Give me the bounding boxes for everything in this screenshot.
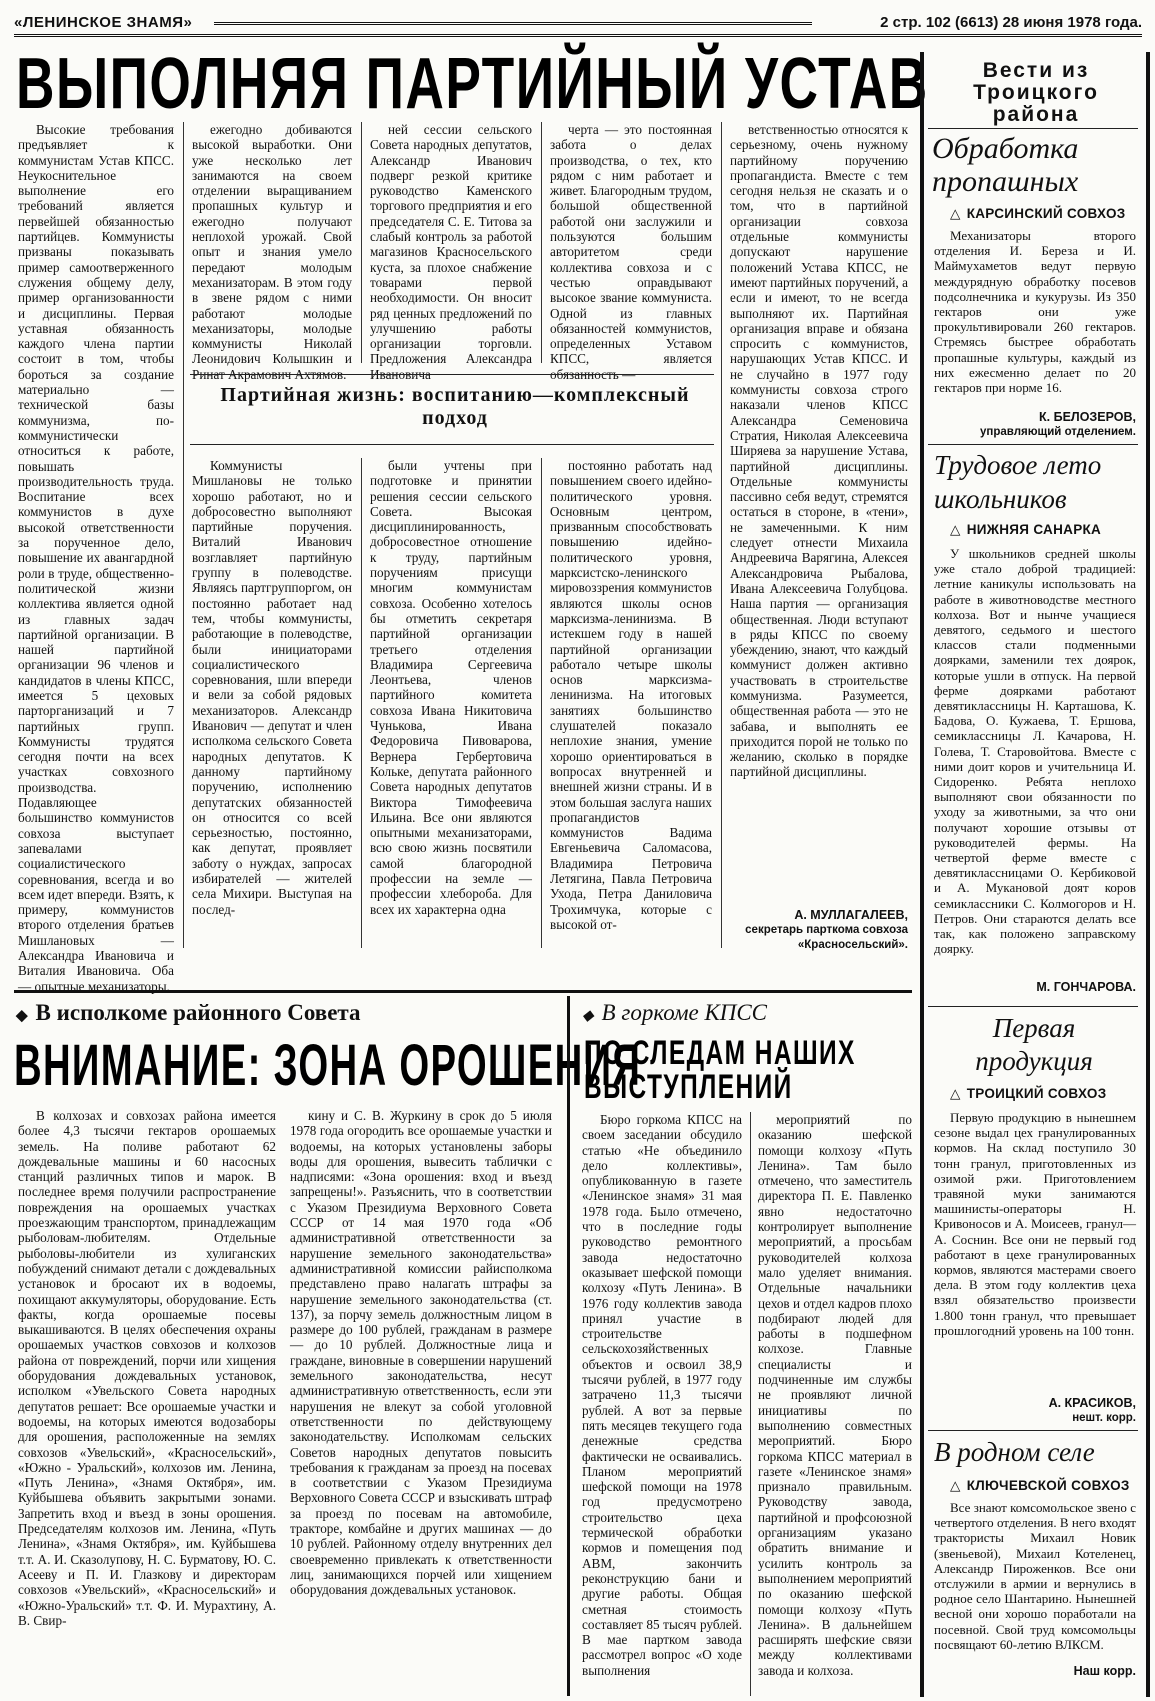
zone-title: ВНИМАНИЕ: ЗОНА ОРОШЕНИЯ (14, 1033, 642, 1098)
item-text: У школьников средней школы уже стало доброй традицией: летние каникулы использовать на работе в животноводстве местного колхоза. Вот и нынче учащиеся девятого, седьмого и шестого классов стали подменными доярками, заменили тех доярок, которые ушли в отпуск. На первой ферме доярками работают девятиклассницы Н. Карташова, К. Бадова, О. Кужаева, Т. Ершова, семиклассницы Л. Качарова, Н. Голева, Т. Старовойтова. Вместе с ними доит коров и учительница И. Сидоренко. Ребята неплохо выполняют свои обязанности по уходу за животными, за что они получают хорошие отзывы от руководителей фермы. На четвертой ферме вместе с девятиклассницами О. Кербиковой и А. Мукановой доят коров семиклассники С. Колмогоров и Н. Петров. Они стараются делать все так, как положено заправскому доярку. (934, 546, 1136, 957)
column-text: мероприятий по оказанию шефской помощи колхозу «Путь Ленина». Там было отмечено, что заместитель директора П. Е. Павленко явно недостаточно контролирует выполнение мероприятий, а просьбам руководителей колхоза мало уделяет внимания. Отдельные начальники цехов и отдел кадров плохо подбирают людей для работы в подшефном колхозе. Главные специалисты и подчиненные им службы не проявляют личной инициативы по выполнению совместных мероприятий. Бюро горкома КПСС материал в газете «Ленинское знамя» признало правильным. Руководству завода, партийной и профсоюзной организациям указано обратить внимание и усилить контроль за выполнением мероприятий по оказанию шефской помощи колхозу «Путь Ленина». В дальнейшем расширять шефские связи между коллективами завода и колхоза. (758, 1112, 912, 1678)
column-text: были учтены при подготовке и принятии решения сессии сельского Совета. Высокая дисциплинированность, добросовестное отношение к труду, партийным поручениям присущи многим коммунистам совхоза. Особенно хотелось бы отметить секретаря партийной организации третьего отделения Владимира Сергеевича Леонтьева, членов партийного комитета совхоза Ивана Никитовича Чунькова, Ивана Федоровича Пивоварова, Вернера Гербертовича Кольке, депутата районного Совета народных депутатов Виктора Тимофеевича Ильина. Все они являются опытными механизаторами, всю свою жизнь посвятили самой благородной профессии на земле — профессии хлебороба. Для всех их характерна одна (370, 458, 532, 917)
main-column-3 (370, 122, 532, 382)
sidebar-item-text (934, 1500, 1136, 1660)
rubric-text: В горкоме КПСС (601, 1000, 768, 1025)
column-text: ветственностью относятся к серьезному, очень нужному партийному поручению пропагандиста. Вместе с тем сегодня нельзя не сказать и о том, что в партийной организации совхоза отдельные коммунисты допускают нарушение положений Устава КПСС, не имеют партийных поручений, а если и имеют, то не всегда выполняют их. Партийная организация вправе и обязана спросить с коммунистов, нарушающих Устав КПСС. И не случайно в 1977 году коммунисты совхоза строго наказали членов КПСС Александра Семеновича Стратия, Николая Алексеевича Ширяева за нарушение Устава, партийной дисциплины. Отдельные коммунисты пассивно себя ведут, стремятся остаться в стороне, в «тени», не замеченными. К ним следует отнести Михаила Андреевича Варягина, Алексея Александровича Рыбалова, Ивана Алексеевича Голубцова. Наша партия — организация общественная. Люди вступают в ряды КПСС по своему убеждению, знают, что каждый коммунист должен активно участвовать в строительстве коммунизма. Разумеется, общественная работа — это не забава, и выполнять ее приходится порой не только по желанию, сколько в порядке партийной дисциплины. (730, 122, 908, 780)
column-text: Бюро горкома КПСС на своем заседании обсудило статью «Не объединило дело коллективы», опубликованную в газете «Ленинское знамя» 31 мая 1978 года. Было отмечено, что в последние годы руководство ремонтного завода недостаточно оказывает шефской помощи колхозу «Путь Ленина». В 1976 году коллектив завода принял участие в строительстве сельскохозяйственных объектов и освоил 38,9 тысячи рублей, в 1977 году затрачено 11,3 тысячи рублей. А вот за первые пять месяцев текущего года денежные средства фактически не осваивались. Планом мероприятий шефской помощи на 1978 год предусмотрено строительство цеха термической обработки кормов и помещения под АВМ, закончить реконструкцию бани и другие работы. Общая сметная стоимость составляет 85 тысяч рублей. В мае партком завода рассмотрел вопрос «О ходе выполнения (582, 1112, 742, 1678)
article-signature (730, 908, 908, 953)
sidebar-item-text (934, 1110, 1136, 1394)
paper-name: «ЛЕНИНСКОЕ ЗНАМЯ» (14, 14, 193, 31)
main-column-5 (730, 122, 908, 798)
sub-column-3 (550, 458, 712, 948)
column-divider (361, 122, 362, 363)
sidebar-item-sign (934, 410, 1136, 440)
sidebar-item-text (934, 228, 1136, 410)
page-header (14, 12, 1142, 37)
item-text: Механизаторы второго отделения И. Береза и И. Маймухаметов ведут первую междурядную обработку посевов подсолнечника и кукурузы. Из 350 гектаров они уже прокультивировали 260 гектаров. Стремясь быстрее обработать пропашные культуры, каждый из них ежесменно делает по 20 гектаров при норме 16. (934, 228, 1136, 396)
article-title: ВЫПОЛНЯЯ ПАРТИЙНЫЙ УСТАВ (16, 44, 929, 124)
sidebar-item-head: Трудовое лето школьников (934, 450, 1102, 514)
subhead-rule (190, 374, 714, 375)
sidebar-rule (928, 444, 1138, 445)
author-name: А. МУЛЛАГАЛЕЕВ, (794, 908, 908, 922)
sidebar-rule (928, 1006, 1138, 1007)
column-divider (183, 122, 184, 948)
sign-name: М. ГОНЧАРОВА. (1036, 980, 1136, 994)
issue-info: 2 стр. 102 (6613) 28 июня 1978 года. (880, 14, 1142, 31)
section-rule (14, 990, 912, 993)
column-text: ней сессии сельского Совета народных депутатов, Александр Иванович подверг резкой критике руководство Каменского торгового предприятия и его председателя С. Е. Титова за слабый контроль за работой магазинов Красносельского куста, за плохое снабжение товарами первой необходимости. Он вносит ряд ценных предложений по улучшению работы организации торговли. Предложения Александра Ивановича (370, 122, 532, 382)
column-text: ежегодно добиваются высокой выработки. Они уже несколько лет занимаются на своем отделении выращиванием пропашных культур и ежегодно получают неплохой урожай. Свой опыт и знания умело передают молодым механизаторам. В этом году в звене рядом с ними работают молодые механизаторы, молодые коммунисты Николай Леонидович Колышкин и Ринат Акрамович Ахтямов. (192, 122, 352, 382)
header-rule (214, 22, 812, 25)
column-text: черта — это постоянная забота о делах производства, о тех, кто рядом с ним работает и живет. Благородным трудом, большой общественной работой они заслужили и пользуются большим авторитетом среди коллектива совхоза и с честью оправдывают высокое звание коммуниста. Одной из главных обязанностей коммунистов, определенных Уставом КПСС, является обязанность — (550, 122, 712, 382)
column-text: постоянно работать над повышением своего идейно-политического уровня. Основным центром, призванным способствовать повышению идейно-политического уровня, марксистско-ленинского мировоззрения коммунистов являются школы основ марксизма-ленинизма. В истекшем году в нашей партийной организации работало четыре школы основ марксизма-ленинизма. На итоговых занятиях большинство слушателей показало неплохие знания, умение хорошо ориентироваться в вопросах внутренней и внешней жизни страны. И в этом большая заслуга наших пропагандистов коммунистов Вадима Евгеньевича Саломасова, Владимира Петровича Летягина, Павла Петровича Ухода, Петра Даниловича Трохимчука, которые с высокой от- (550, 458, 712, 932)
rubric-text: В исполкоме районного Совета (35, 1000, 361, 1025)
sidebar-item-place: △ НИЖНЯЯ САНАРКА (950, 522, 1101, 538)
gorkom-column-2 (758, 1112, 912, 1696)
sidebar-title: Вести из Троицкого района (973, 59, 1099, 126)
item-text: Все знают комсомольское звено с четвертого отделения. В него входят трактористы Михаил Новик (звеньевой), Михаил Котеленец, Александр Пироженков. Все они отслужили в армии и вернулись в родное село Шантарино. Нынешней весной они хорошо поработали на посевной. Свой труд комсомольцы посвящают 60-летию ВЛКСМ. (934, 1500, 1136, 1652)
sidebar-item-text (934, 546, 1136, 978)
gorkom-title: ПО СЛЕДАМ НАШИХ ВЫСТУПЛЕНИЙ (584, 1034, 856, 1106)
main-column-1 (18, 122, 174, 994)
author-role: секретарь парткома совхоза «Красносельский». (745, 924, 908, 951)
subhead-rule (190, 444, 714, 445)
sidebar-item-sign (934, 1396, 1136, 1426)
sub-column-2 (370, 458, 532, 948)
column-divider (750, 1112, 751, 1696)
gorkom-rubric (582, 1000, 767, 1026)
diamond-icon: ◆ (582, 1008, 594, 1024)
main-column-2 (192, 122, 352, 382)
column-divider (541, 458, 542, 948)
sign-role: управляющий отделением. (980, 426, 1136, 438)
sidebar-item-head: Первая продукция (975, 1013, 1093, 1076)
sidebar-item-head: В родном селе (934, 1437, 1095, 1467)
sign-name: Наш корр. (1073, 1664, 1136, 1678)
sidebar-item-head: Обработка пропашных (932, 132, 1079, 198)
sidebar-item-sign (934, 1664, 1136, 1679)
diamond-icon: ◆ (16, 1008, 28, 1024)
sub-column-1 (192, 458, 352, 948)
sidebar-item-sign (934, 980, 1136, 995)
column-text: Коммунисты Мишлановы не только хорошо работают, но и добросовестно выполняют партийные поручения. Виталий Иванович возглавляет партийную группу в полеводстве. Являясь партгруппоргом, он постоянно работает над тем, чтобы коммунисты, работающие в полеводстве, были инициаторами социалистического соревнования, шли впереди и вели за собой рядовых механизаторов. Александр Иванович — депутат и член исполкома сельского Совета народных депутатов. К данному партийному поручению, исполнению депутатских обязанностей он относится со всей серьезностью, постоянно, как депутат, проявляет заботу о нуждах, запросах избирателей — жителей села Михири. Выступая на послед- (192, 458, 352, 917)
sidebar-item-place: △ ТРОИЦКИЙ СОВХОЗ (950, 1086, 1106, 1102)
sign-name: А. КРАСИКОВ, (1048, 1396, 1136, 1410)
main-column-4 (550, 122, 712, 382)
zone-rubric (16, 1000, 361, 1026)
column-divider (541, 122, 542, 363)
subhead-title: Партийная жизнь: воспитанию—комплексный подход (220, 384, 690, 429)
column-divider (361, 458, 362, 948)
column-text: Высокие требования предъявляет к коммунистам Устав КПСС. Неукоснительное выполнение его требований является первейшей обязанностью партийцев. Коммунисты призваны показывать пример самоотверженного служения общему делу, пример организованности и дисциплины. Первая уставная обязанность каждого члена партии состоит в том, чтобы бороться за создание материально — технической базы коммунизма, по-коммунистически относиться к работе, повышать производительность труда. Воспитание всех коммунистов в духе высокой ответственности за порученное дело, повышение их авангардной роли в труде, общественно-политической жизни коллектива является одной из главных задач партийной организации. В нашей партийной организации 96 членов и кандидатов в члены КПСС, имеется 5 цеховых парторганизаций и 7 партийных групп. Коммунисты трудятся сегодня почти на всех участках совхозного производства. Подавляющее большинство коммунистов совхоза выступает запевалами социалистического соревнования, всегда и во всем идет впереди. Взять, к примеру, коммунистов второго отделения братьев Мишлановых — Александра Ивановича и Виталия Ивановича. Оба — опытные механизаторы, (18, 122, 174, 994)
column-text: В колхозах и совхозах района имеется более 4,3 тысячи гектаров орошаемых земель. На поливе работают 62 дождевальные машины и 60 насосных станций различных типов и марок. В последнее время получили распространение повреждения на орошаемых участках проезжающим транспортом, принадлежащим рыболовам-любителям. Отдельные рыболовы-любители из хулиганских побуждений снимают детали с дождевальных установок и бросают их в водоемы, похищают аккумуляторы, оборудование. Есть факты, когда орошаемые посевы выкашиваются. В целях обеспечения охраны орошаемых участков совхозов и колхозов района от повреждений, порчи или хищения оборудования дождевальных установок, исполком «Увельского Совета народных депутатов решает: Все орошаемые участки и водоемы, на которых имеются водозаборы для орошения, расположенные на землях совхозов «Увельский», «Красносельский», «Южно - Уральский», колхозов им. Ленина, «Путь Ленина», «Знамя Октября», им. Куйбышева объявить закрытыми зонами. Запретить вход и въезд в зоны орошения. Председателям колхозов им. Ленина, «Путь Ленина», «Знамя Октября», им. Куйбышева т.т. А. И. Сказолупову, Н. С. Бурматову, Ю. С. Асееву и П. И. Глазкову и директорам совхозов «Увельский», «Красносельский» и «Южно-Уральский» т.т. Ф. И. Мурахтину, А. В. Свир- (18, 1108, 276, 1628)
gorkom-column-1 (582, 1112, 742, 1696)
column-text: кину и С. В. Журкину в срок до 5 июля 1978 года огородить все орошаемые участки и водоемы, на которых установлены заборы воды для орошения, вывесить таблички с надписями: «Зона орошения: вход и въезд запрещены!». Разъяснить, что в соответствии с Указом Президиума Верховного Совета СССР от 14 мая 1970 года «Об административной ответственности за нарушение земельного законодательства» административной комиссии райисполкома представлено право налагать штрафы за нарушение земельного законодательства (ст. 137), за порчу земель должностным лицом в размере до 100 рублей, гражданам в размере — до 10 рублей. Должностные лица и граждане, виновные в совершении нарушений земельного законодательства, несут административную ответственность, если эти нарушения не влекут за собой уголовной ответственности по действующему законодательству. Исполкомам сельских Советов народных депутатов повысить требования к гражданам за проезд на посевах в соответствии с Указом Президиума Верховного Совета СССР и взыскивать штраф за проезд по посевам на автомобиле, тракторе, комбайне и других машинах — до 10 рублей. Районному отделу внутренних дел своевременно привлекать к ответственности лиц, занимающихся порчей или хищением оборудования дождевальных установок. (290, 1108, 552, 1598)
zone-column-2 (290, 1108, 552, 1696)
zone-column-1 (18, 1108, 276, 1696)
section-divider (567, 996, 570, 1696)
item-text: Первую продукцию в нынешнем сезоне выдал цех гранулированных кормов. На склад поступило 30 тонн гранул, приготовленных из озимой ржи. Приготовлением травяной муки занимаются машинисты-операторы Н. Кривоносов и А. Моисеев, гранул—А. Соснин. Все они не первый год работают в цехе гранулированных кормов, являются мастерами своего дела. В этом году коллектив цеха взял обязательство произвести 1.800 тонн гранул, что превышает прошлогодний уровень на 100 тонн. (934, 1110, 1136, 1338)
sign-role: нешт. корр. (1072, 1412, 1136, 1424)
column-divider (721, 122, 722, 948)
sidebar-item-place: △ КЛЮЧЕВСКОЙ СОВХОЗ (950, 1478, 1130, 1494)
sidebar-rule (928, 1430, 1138, 1431)
sidebar-item-place: △ КАРСИНСКИЙ СОВХОЗ (950, 206, 1126, 222)
sidebar-rule (928, 128, 1138, 129)
sign-name: К. БЕЛОЗЕРОВ, (1039, 410, 1136, 424)
